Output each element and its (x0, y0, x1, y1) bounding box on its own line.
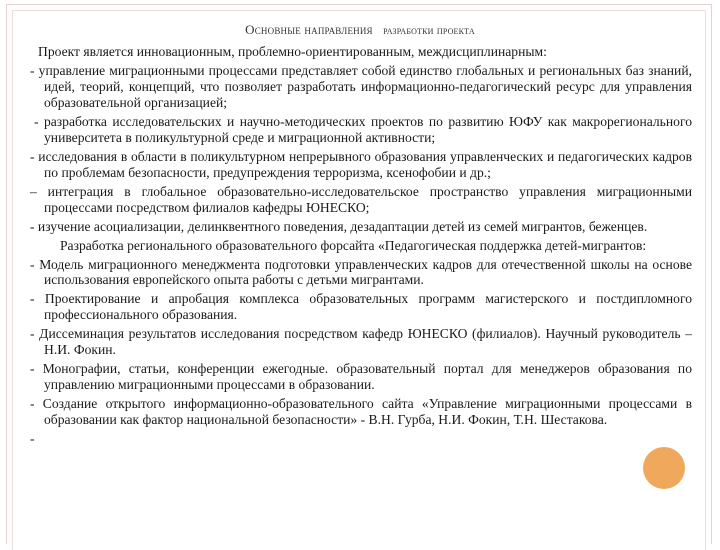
list-item: - Модель миграционного менеджмента подготовки управленческих кадров для отечественной школы на основе использования европейского опыта работы с детьми мигрантами. (30, 256, 692, 288)
list-item: - Монографии, статьи, конференции ежегодные. образовательный портал для менеджеров образования по управлению миграционными процессами в образовании. (30, 361, 692, 393)
list-item: - исследования в области в поликультурном непрерывного образования управленческих и педагогических кадров по проблемам безопасности, предупреждения терроризма, ксенофобии и др.; (30, 148, 692, 180)
slide-title-part1: Основные направления (245, 22, 373, 37)
list-item: - управление миграционными процессами представляет собой единство глобальных и региональных баз знаний, идей, теорий, концепций, что позволяет разработать информационно-педагогический ресурс для управления образовательной организацией; (30, 63, 692, 110)
list-item: - Проектирование и апробация комплекса образовательных программ магистерского и постдипломного профессионального образования. (30, 291, 692, 323)
list-item: - Диссеминация результатов исследования посредством кафедр ЮНЕСКО (филиалов). Научный руководитель – Н.И. Фокин. (30, 326, 692, 358)
slide-title (0, 22, 720, 38)
intro-paragraph: Проект является инновационным, проблемно-ориентированным, междисциплинарным: (38, 44, 547, 59)
slide-body (30, 44, 692, 450)
list-item: – интеграция в глобальное образовательно-исследовательское пространство управления миграционными процессами посредством филиалов кафедры ЮНЕСКО; (30, 183, 692, 215)
foresight-paragraph: Разработка регионального образовательного форсайта «Педагогическая поддержка детей-мигрантов: (60, 237, 647, 253)
list-item: - Создание открытого информационно-образовательного сайта «Управление миграционными процессами в образовании как фактор национальной безопасности» - В.Н. Гурба, Н.И. Фокин, Т.Н. Шестакова. (30, 396, 692, 428)
list-item: - изучение асоциализации, делинквентного поведения, дезадаптации детей из семей мигрантов, беженцев. (30, 218, 648, 234)
decorative-circle (643, 447, 685, 489)
list-item: - (30, 431, 35, 447)
list-item: - разработка исследовательских и научно-методических проектов по развитию ЮФУ как макрорегионального университета в поликультурной среде и миграционной активности; (34, 113, 692, 145)
slide-title-part2: разработки проекта (383, 23, 475, 37)
